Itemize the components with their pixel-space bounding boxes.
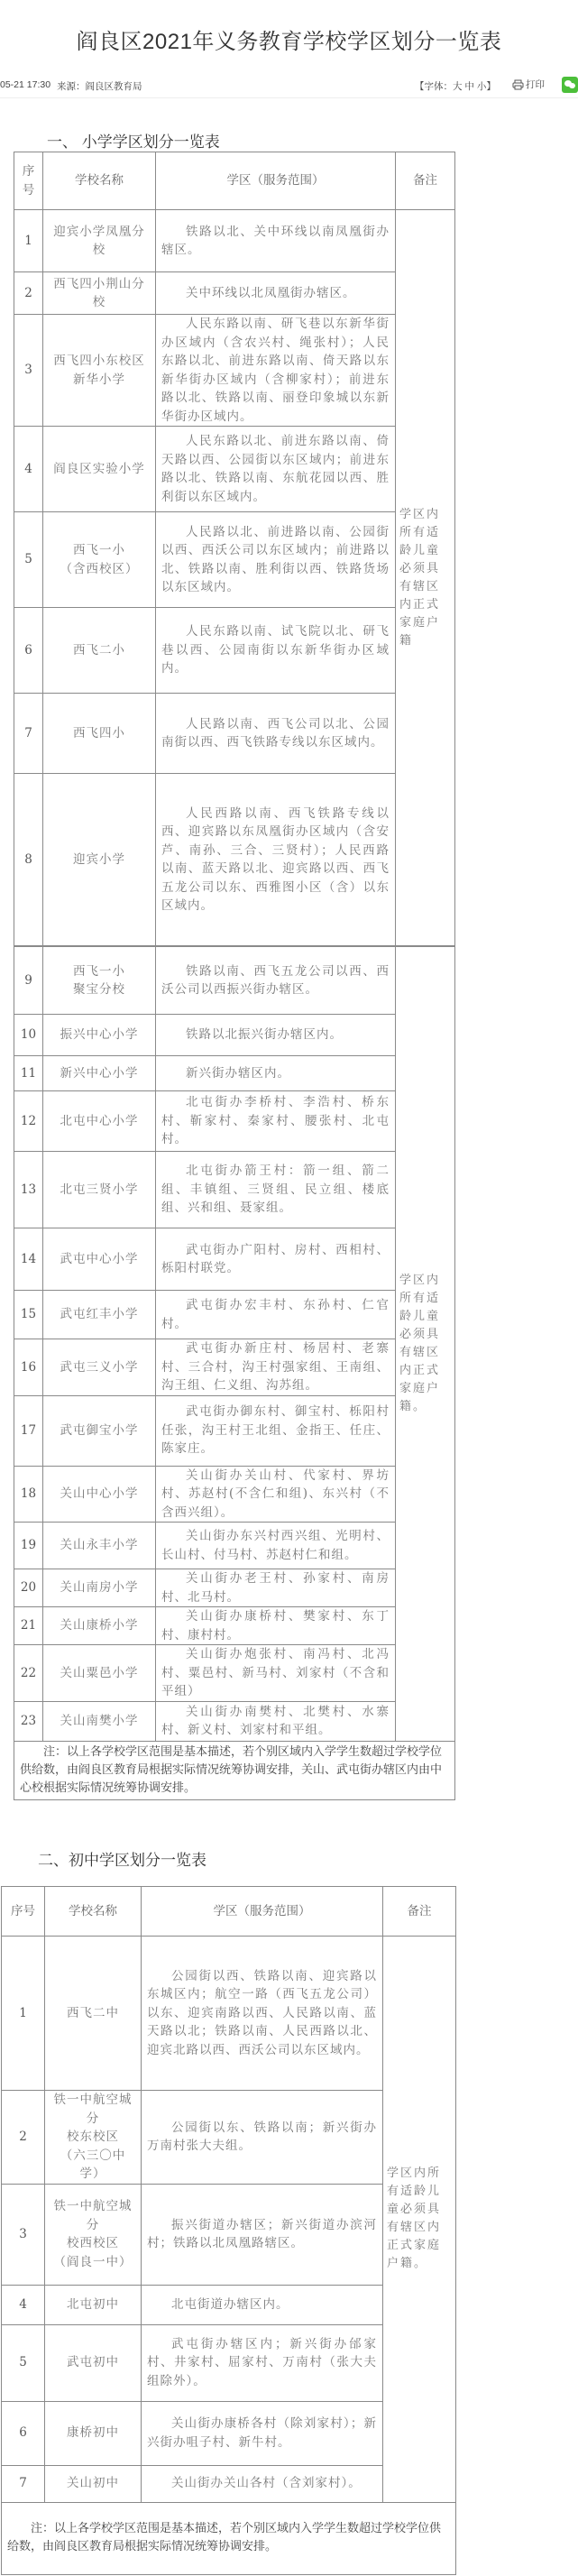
- print-label: 打印: [526, 79, 545, 90]
- school-district-scope: 关山街办东兴村西兴组、光明村、长山村、付马村、苏赵村仁和组。: [156, 1523, 396, 1569]
- row-number: 9: [14, 947, 43, 1015]
- table-row: [14, 1523, 455, 1569]
- school-name: 武屯中心小学: [43, 1228, 156, 1291]
- table-row: [14, 1291, 455, 1339]
- school-name: 康桥初中: [45, 2401, 142, 2465]
- row-number: 8: [14, 774, 43, 946]
- header-school-name: 学校名称: [43, 152, 156, 210]
- row-number: 17: [14, 1395, 43, 1466]
- row-number: 21: [14, 1607, 43, 1645]
- row-number: 1: [2, 1937, 45, 2091]
- row-number: 7: [2, 2465, 45, 2502]
- school-district-scope: 关山街办关山各村（含刘家村）。: [142, 2465, 383, 2502]
- row-number: 11: [14, 1056, 43, 1091]
- school-district-scope: 关山街办老王村、孙家村、南房村、北马村。: [156, 1569, 396, 1607]
- table-row: [14, 1056, 455, 1091]
- school-district-scope: 人民东路以南、试飞院以北、研飞巷以西、公园南街以东新华街办区域内。: [156, 608, 396, 694]
- row-number: 2: [14, 272, 43, 315]
- print-button[interactable]: [512, 78, 545, 91]
- school-name: 关山南樊小学: [43, 1701, 156, 1741]
- school-district-scope: 武屯街办宏丰村、东孙村、仁官村。: [156, 1291, 396, 1339]
- remark-cell: 学区内所有适龄儿童必须具有辖区内正式家庭户籍: [396, 210, 455, 946]
- row-number: 4: [14, 427, 43, 512]
- school-name: 武屯红丰小学: [43, 1291, 156, 1339]
- school-name: 关山南房小学: [43, 1569, 156, 1607]
- table-note: 注：以上各学校学区范围是基本描述，若个别区域内入学学生数超过学校学位供给数，由阎良区教育局根据实际情况统筹协调安排。: [2, 2502, 456, 2574]
- section-heading-middle: 二、初中学区划分一览表: [38, 1852, 206, 1869]
- school-name: 关山粟邑小学: [43, 1645, 156, 1702]
- row-number: 20: [14, 1569, 43, 1607]
- table-row: [14, 427, 455, 512]
- printer-icon: [512, 79, 524, 90]
- table-header-row: [2, 1887, 456, 1937]
- note-row: [14, 1741, 455, 1799]
- row-number: 22: [14, 1645, 43, 1702]
- row-number: 18: [14, 1466, 43, 1523]
- row-number: 3: [2, 2184, 45, 2285]
- publish-date: 05-21 17:30: [0, 79, 51, 90]
- school-district-scope: 关中环线以北凤凰街办辖区。: [156, 272, 396, 315]
- table-row: [14, 1569, 455, 1607]
- table-row: [14, 608, 455, 694]
- row-number: 23: [14, 1701, 43, 1741]
- school-district-scope: 北屯街道办辖区内。: [142, 2285, 383, 2324]
- header-number: 序 号: [14, 152, 43, 210]
- row-number: 5: [2, 2324, 45, 2401]
- school-district-scope: 新兴街办辖区内。: [156, 1056, 396, 1091]
- header-school-name: 学校名称: [45, 1887, 142, 1937]
- table-row: [14, 512, 455, 608]
- table-row: [14, 1395, 455, 1466]
- header-remark: 备注: [383, 1887, 456, 1937]
- table-row: [14, 1091, 455, 1152]
- table-row: [14, 272, 455, 315]
- remark-cell: 学区内所有适龄儿童必须具有辖区内正式家庭户籍。: [383, 1937, 456, 2503]
- row-number: 16: [14, 1339, 43, 1396]
- row-number: 19: [14, 1523, 43, 1569]
- table-row: [14, 1701, 455, 1741]
- wechat-icon[interactable]: [562, 77, 578, 93]
- row-number: 15: [14, 1291, 43, 1339]
- school-name: 西飞二小: [43, 608, 156, 694]
- school-district-scope: 人民东路以南、研飞巷以东新华街办区域内（含农兴村、绳张村）；人民东路以北、前进东路以南、倚天路以东新华街办区域内（含柳家村）；前进东路以北、铁路以南、丽登印象城以东新华街办区域内。: [156, 315, 396, 427]
- row-number: 12: [14, 1091, 43, 1152]
- page-title: 阎良区2021年义务教育学校学区划分一览表: [76, 30, 502, 54]
- font-size-switcher[interactable]: 【字体：大 中 小】: [415, 81, 496, 92]
- school-district-scope: 关山街办炮张村、南冯村、北冯村、粟邑村、新马村、刘家村（不含和平组）: [156, 1645, 396, 1702]
- school-name: 西飞四小东校区 新华小学: [43, 315, 156, 427]
- school-district-scope: 武屯街办辖区内；新兴街办邰家村、井家村、屈家村、万南村（张大夫组除外）。: [142, 2324, 383, 2401]
- remark-cell: 学区内所有适龄儿童必须具有辖区内正式家庭户籍。: [396, 947, 455, 1742]
- school-name: 西飞四小: [43, 694, 156, 774]
- school-district-scope: 公园街以东、铁路以南；新兴街办万南村张大夫组。: [142, 2091, 383, 2185]
- school-district-scope: 人民路以南、西飞公司以北、公园南街以西、西飞铁路专线以东区域内。: [156, 694, 396, 774]
- table-row: [14, 210, 455, 272]
- table-header-row: [14, 152, 455, 210]
- table-row: [14, 774, 455, 946]
- table-row: [14, 1466, 455, 1523]
- row-number: 3: [14, 315, 43, 427]
- school-name: 武屯御宝小学: [43, 1395, 156, 1466]
- school-name: 铁一中航空城分 校东校区 （六三〇中学）: [45, 2091, 142, 2185]
- table-row: [14, 1228, 455, 1291]
- school-name: 关山初中: [45, 2465, 142, 2502]
- school-name: 西飞一小 （含西校区）: [43, 512, 156, 608]
- row-number: 13: [14, 1152, 43, 1228]
- school-district-scope: 人民东路以北、前进东路以南、倚天路以西、公园街以东区域内；前进东路以北、铁路以南、东航花园以西、胜利街以东区域内。: [156, 427, 396, 512]
- table-row: [14, 315, 455, 427]
- school-name: 西飞四小荆山分校: [43, 272, 156, 315]
- header-scope: 学区（服务范围）: [156, 152, 396, 210]
- primary-school-table-part2: [14, 946, 455, 1800]
- row-number: 1: [14, 210, 43, 272]
- row-number: 14: [14, 1228, 43, 1291]
- school-name: 阎良区实验小学: [43, 427, 156, 512]
- school-district-scope: 铁路以北振兴街办辖区内。: [156, 1015, 396, 1056]
- note-row: [2, 2502, 456, 2574]
- school-name: 迎宾小学凤凰分校: [43, 210, 156, 272]
- school-district-scope: 铁路以北、关中环线以南凤凰街办辖区。: [156, 210, 396, 272]
- table-row: [14, 947, 455, 1015]
- school-name: 西飞二中: [45, 1937, 142, 2091]
- school-name: 新兴中心小学: [43, 1056, 156, 1091]
- table-row: [14, 1607, 455, 1645]
- row-number: 6: [2, 2401, 45, 2465]
- school-name: 关山中心小学: [43, 1466, 156, 1523]
- school-name: 西飞一小 聚宝分校: [43, 947, 156, 1015]
- school-district-scope: 北屯街办李桥村、李浩村、桥东村、靳家村、秦家村、腰张村、北屯村。: [156, 1091, 396, 1152]
- table-row: [14, 1339, 455, 1396]
- table-row: [14, 694, 455, 774]
- row-number: 2: [2, 2091, 45, 2185]
- header-number: 序号: [2, 1887, 45, 1937]
- school-name: 北屯初中: [45, 2285, 142, 2324]
- row-number: 10: [14, 1015, 43, 1056]
- school-district-scope: 武屯街办新庄村、杨居村、老寨村、三合村，沟王村强家组、王南组、沟王组、仁义组、沟苏组。: [156, 1339, 396, 1396]
- table-row: [14, 1152, 455, 1228]
- header-scope: 学区（服务范围）: [142, 1887, 383, 1937]
- school-name: 北屯三贤小学: [43, 1152, 156, 1228]
- school-name: 关山康桥小学: [43, 1607, 156, 1645]
- table-note: 注：以上各学校学区范围是基本描述，若个别区域内入学学生数超过学校学位供给数，由阎良区教育局根据实际情况统筹协调安排，关山、武屯街办辖区内由中心校根据实际情况统筹协调安排。: [14, 1741, 455, 1799]
- school-name: 迎宾小学: [43, 774, 156, 946]
- school-district-scope: 人民路以北、前进路以南、公园街以西、西沃公司以东区域内；前进路以北、铁路以南、胜利街以西、铁路货场以东区域内。: [156, 512, 396, 608]
- row-number: 7: [14, 694, 43, 774]
- school-name: 北屯中心小学: [43, 1091, 156, 1152]
- school-district-scope: 武屯街办御东村、御宝村、栎阳村任张，沟王村王北组、金指王、任庄、陈家庄。: [156, 1395, 396, 1466]
- school-district-scope: 关山街办关山村、代家村、界坊村、苏赵村(不含仁和组)、东兴村（不含西兴组）。: [156, 1466, 396, 1523]
- article-meta-bar: [0, 78, 578, 96]
- table-row: [2, 1937, 456, 2091]
- row-number: 6: [14, 608, 43, 694]
- school-district-scope: 公园街以西、铁路以南、迎宾路以东城区内；航空一路（西飞五龙公司）以东、迎宾南路以西、人民路以南、蓝天路以北；铁路以南、人民西路以北、迎宾北路以西、西沃公司以东区域内。: [142, 1937, 383, 2091]
- school-name: 振兴中心小学: [43, 1015, 156, 1056]
- school-district-scope: 振兴街道办辖区；新兴街道办滨河村；铁路以北凤凰路辖区。: [142, 2184, 383, 2285]
- table-row: [14, 1015, 455, 1056]
- school-district-scope: 关山街办南樊村、北樊村、水寨村、新义村、刘家村和平组。: [156, 1701, 396, 1741]
- middle-school-table: [1, 1886, 456, 2575]
- table-row: [14, 1645, 455, 1702]
- school-district-scope: 关山街办康桥各村（除刘家村）；新兴街办咀子村、新牛村。: [142, 2401, 383, 2465]
- primary-school-table-part1: [14, 152, 455, 946]
- school-district-scope: 北屯街办箭王村：箭一组、箭二组、丰镇组、三贤组、民立组、楼底组、兴和组、聂家组。: [156, 1152, 396, 1228]
- school-district-scope: 武屯街办广阳村、房村、西相村、栎阳村联党。: [156, 1228, 396, 1291]
- school-district-scope: 关山街办康桥村、樊家村、东丁村、康村村。: [156, 1607, 396, 1645]
- source-label: 来源：阎良区教育局: [57, 81, 142, 92]
- school-district-scope: 人民西路以南、西飞铁路专线以西、迎宾路以东凤凰街办区域内（含安芦、南孙、三合、三贤村）；人民西路以南、蓝天路以北、迎宾路以西、西飞五龙公司以东、西雅图小区（含）以东区域内。: [156, 774, 396, 946]
- school-name: 关山永丰小学: [43, 1523, 156, 1569]
- header-remark: 备注: [396, 152, 455, 210]
- section-heading-primary: 一、 小学学区划分一览表: [47, 133, 220, 151]
- school-name: 武屯三义小学: [43, 1339, 156, 1396]
- school-district-scope: 铁路以南、西飞五龙公司以西、西沃公司以西振兴街办辖区。: [156, 947, 396, 1015]
- divider: [0, 97, 578, 98]
- row-number: 5: [14, 512, 43, 608]
- school-name: 铁一中航空城分 校西校区 （阎良一中）: [45, 2184, 142, 2285]
- school-name: 武屯初中: [45, 2324, 142, 2401]
- row-number: 4: [2, 2285, 45, 2324]
